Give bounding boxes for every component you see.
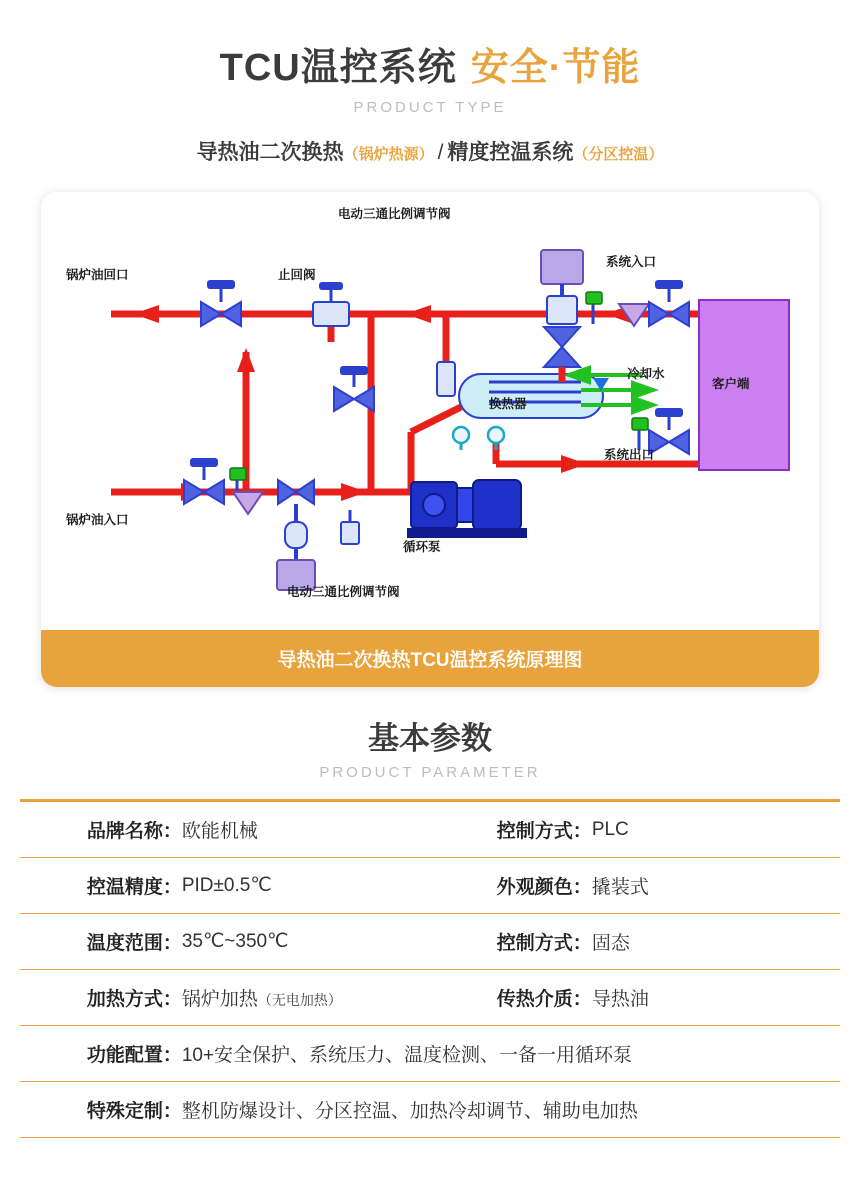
param-label: 控制方式：	[496, 821, 592, 842]
param-value: PID±0.5℃	[181, 875, 272, 896]
param-value: 10+安全保护、系统压力、温度检测、一备一用循环泵	[181, 1045, 633, 1066]
filter-bottom	[233, 492, 263, 514]
param-value: 欧能机械	[181, 821, 258, 842]
schematic-diagram-card	[41, 192, 819, 687]
param-value: 35℃~350℃	[181, 931, 289, 952]
table-row	[20, 1026, 840, 1082]
table-row	[20, 801, 840, 858]
param-label: 控制方式：	[496, 933, 592, 954]
subtitle-chinese	[0, 136, 860, 166]
label-boiler-oil-return: 锅炉油回口	[66, 268, 129, 282]
schematic-svg	[41, 192, 819, 630]
param-label: 加热方式：	[86, 989, 182, 1010]
table-row	[20, 858, 840, 914]
table-row	[20, 970, 840, 1026]
electric-three-way-valve-bottom	[277, 480, 315, 590]
page-title	[0, 0, 860, 91]
label-valve-bottom: 电动三通比例调节阀	[287, 585, 400, 599]
label-cooling-water: 冷却水	[627, 367, 665, 381]
subtitle-part-2: 精度控温系统	[447, 141, 574, 164]
label-customer: 客户端	[712, 377, 750, 391]
temperature-sensor-top	[586, 292, 602, 324]
params-table	[20, 799, 840, 1138]
label-system-outlet: 系统出口	[604, 448, 655, 462]
schematic-diagram	[41, 192, 819, 630]
param-value: 固态	[591, 933, 630, 954]
title-main: TCU温控系统	[219, 47, 457, 89]
param-value: PLC	[591, 818, 629, 840]
param-value	[182, 970, 430, 1026]
params-table-wrap	[20, 799, 840, 1138]
gate-valve-system-inlet	[649, 280, 689, 326]
electric-three-way-valve-top	[541, 250, 583, 382]
param-label: 功能配置：	[86, 1045, 182, 1066]
param-label: 传热介质：	[496, 989, 592, 1010]
params-title: 基本参数	[368, 721, 492, 756]
inline-valve-vertical	[437, 362, 455, 396]
title-accent: 安全·节能	[470, 47, 641, 89]
table-row	[20, 914, 840, 970]
param-label: 温度范围：	[86, 933, 182, 954]
param-label: 控温精度：	[86, 877, 182, 898]
params-subtitle: PRODUCT PARAMETER	[319, 764, 541, 781]
pressure-gauges	[453, 427, 504, 450]
subtitle-tag-2: （分区控温）	[573, 146, 664, 163]
label-check-valve: 止回阀	[278, 268, 316, 282]
check-valve	[313, 282, 349, 326]
table-row	[20, 1082, 840, 1138]
subtitle-english: PRODUCT TYPE	[353, 99, 507, 116]
label-heat-exchanger: 换热器	[489, 397, 527, 411]
subtitle-separator: /	[437, 141, 444, 164]
param-label: 外观颜色：	[496, 877, 592, 898]
label-boiler-oil-inlet: 锅炉油入口	[66, 513, 129, 527]
subtitle-part-1: 导热油二次换热	[196, 141, 344, 164]
label-circulation-pump: 循环泵	[403, 540, 441, 554]
param-value: 撬装式	[591, 877, 649, 898]
label-system-inlet: 系统入口	[606, 255, 657, 269]
circulation-pump-icon	[407, 480, 527, 538]
gate-valve-boiler-return	[201, 280, 241, 326]
diagram-caption: 导热油二次换热TCU温控系统原理图	[41, 630, 819, 687]
param-value: 导热油	[591, 989, 649, 1010]
param-value-main: 锅炉加热	[181, 989, 258, 1010]
param-label: 品牌名称：	[86, 821, 182, 842]
control-box	[341, 510, 359, 544]
label-valve-top: 电动三通比例调节阀	[338, 207, 451, 221]
param-value-note: （无电加热）	[257, 992, 342, 1008]
param-value: 整机防爆设计、分区控温、加热冷却调节、辅助电加热	[181, 1101, 638, 1122]
subtitle-tag-1: （锅炉热源）	[343, 146, 434, 163]
param-label: 特殊定制：	[86, 1101, 182, 1122]
